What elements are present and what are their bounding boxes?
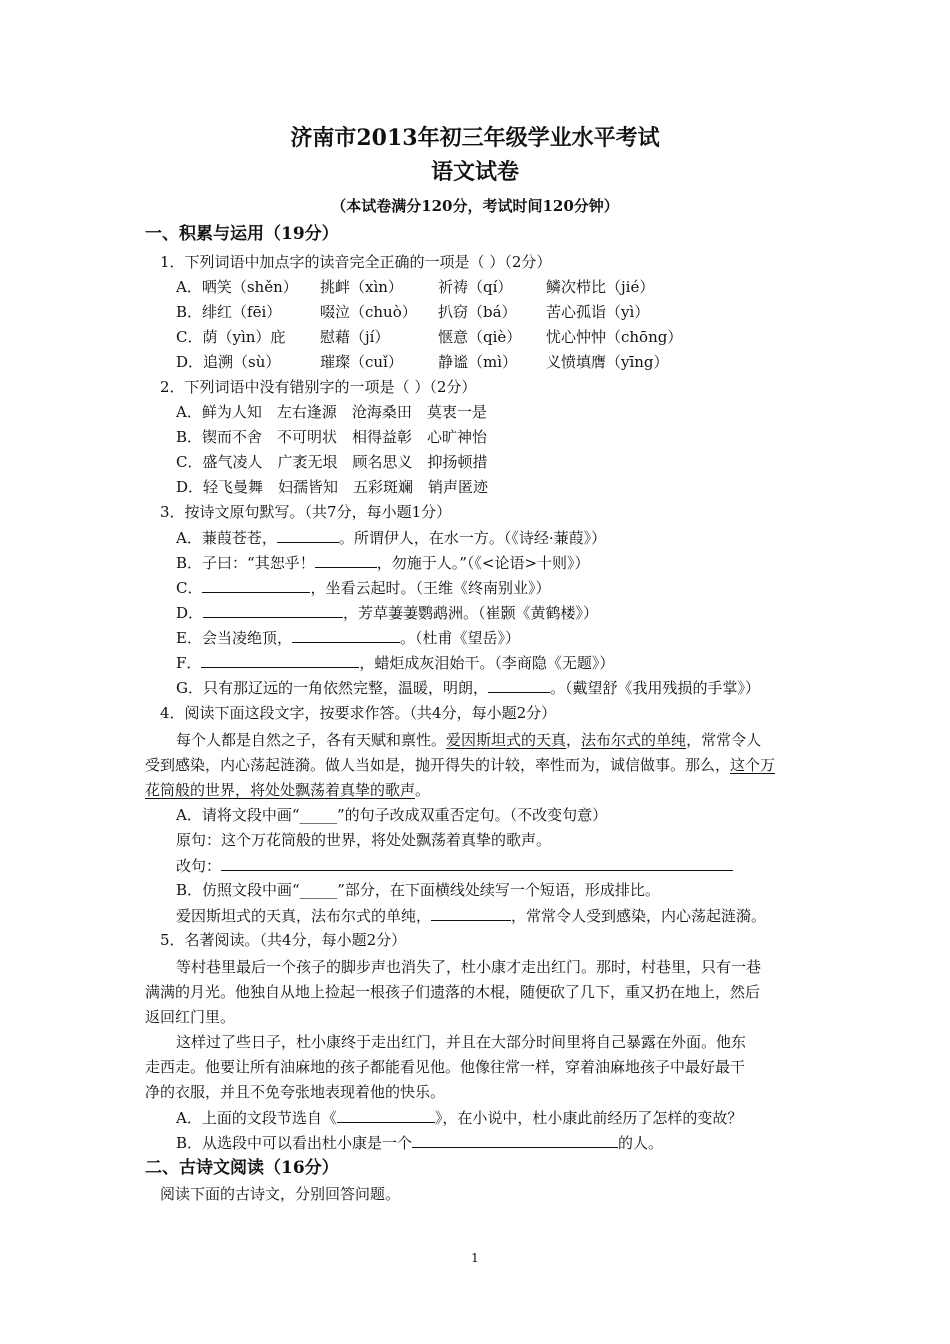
q5-stem: 5．名著阅读。（共4分，每小题2分） bbox=[160, 931, 407, 949]
q3-item-a bbox=[176, 527, 606, 548]
q4-a-revised bbox=[176, 855, 733, 876]
q1-a-word-2: 挑衅（xìn） bbox=[320, 278, 403, 296]
q3-g-suffix: 。（戴望舒《我用残损的手掌》） bbox=[550, 679, 761, 697]
q3-c-suffix: ，坐看云起时。（王维《终南别业》） bbox=[310, 579, 551, 597]
q4-a-original: 原句：这个万花筒般的世界，将处处飘荡着真挚的歌声。 bbox=[176, 831, 552, 849]
q1-a-word-4: 鳞次栉比（jié） bbox=[546, 278, 655, 296]
q4-stem: 4．阅读下面这段文字，按要求作答。（共4分，每小题2分） bbox=[160, 704, 557, 722]
q3-a-suffix: 。所谓伊人，在水一方。（《诗经·蒹葭》） bbox=[338, 529, 607, 547]
q4-a-answer-line[interactable] bbox=[221, 855, 733, 871]
q1-d-word-3: 静谧（mì） bbox=[438, 353, 518, 371]
q3-d-suffix: ，芳草萋萋鹦鹉洲。（崔颢《黄鹤楼》） bbox=[343, 604, 599, 622]
q1-b-word-4: 苦心孤诣（yì） bbox=[546, 303, 650, 321]
q4-underline-3b: 花筒般的世界，将处处飘荡着真挚的歌声 bbox=[145, 781, 416, 799]
q5-a-suffix: 》，在小说中，杜小康此前经历了怎样的变故？ bbox=[434, 1109, 743, 1127]
q1-b-word-3: 扒窃（bá） bbox=[438, 303, 517, 321]
q4-a-stem: A．请将文段中画“_____”的句子改成双重否定句。（不改变句意） bbox=[176, 806, 608, 824]
q3-b-blank[interactable] bbox=[315, 552, 377, 568]
q3-e-prefix: E．会当凌绝顶， bbox=[176, 629, 292, 647]
q2-option-d: D．轻飞曼舞 妇孺皆知 五彩斑斓 销声匿迹 bbox=[176, 478, 489, 496]
q4-passage-line-2 bbox=[145, 755, 775, 775]
q5-passage-line-1: 等村巷里最后一个孩子的脚步声也消失了，杜小康才走出红门。那时，村巷里，只有一巷 bbox=[176, 958, 762, 976]
q5-a-blank[interactable] bbox=[337, 1107, 435, 1123]
q1-c-word-1: C．荫（yìn）庇 bbox=[176, 328, 286, 346]
exam-title: 济南市2013年初三年级学业水平考试 bbox=[290, 125, 660, 151]
section-2-intro: 阅读下面的古诗文，分别回答问题。 bbox=[160, 1185, 401, 1203]
q4-underline-2: 法布尔式的单纯 bbox=[581, 731, 687, 749]
exam-subtitle: 语文试卷 bbox=[430, 159, 519, 185]
q3-item-c bbox=[176, 577, 551, 598]
q3-c-blank[interactable] bbox=[202, 577, 310, 593]
q3-item-f bbox=[176, 652, 614, 673]
q2-option-b: B．锲而不舍 不可明状 相得益彰 心旷神怡 bbox=[176, 428, 488, 446]
q4-b-suffix: ，常常令人受到感染，内心荡起涟漪。 bbox=[511, 907, 767, 925]
q5-b-blank[interactable] bbox=[412, 1132, 618, 1148]
q4-p1-comma: ， bbox=[566, 731, 582, 749]
q5-b-suffix: 的人。 bbox=[618, 1134, 664, 1152]
q4-b-answer bbox=[176, 905, 766, 926]
exam-note: （本试卷满分120分，考试时间120分钟） bbox=[331, 197, 619, 215]
q2-option-c: C．盛气凌人 广袤无垠 顾名思义 抑扬顿措 bbox=[176, 453, 488, 471]
page-number: 1 bbox=[471, 1251, 479, 1265]
q3-item-e bbox=[176, 627, 520, 648]
q4-p1-tail: ，常常令人 bbox=[686, 731, 762, 749]
q3-item-b bbox=[176, 552, 590, 573]
q1-option-c bbox=[176, 327, 876, 347]
q1-d-word-2: 璀璨（cuǐ） bbox=[320, 353, 403, 371]
section-1-heading: 一、积累与运用（19分） bbox=[145, 224, 339, 244]
q1-c-word-2: 慰藉（jí） bbox=[320, 328, 390, 346]
q4-b-prefix: 爱因斯坦式的天真，法布尔式的单纯， bbox=[176, 907, 432, 925]
q1-d-word-1: D．追溯（sù） bbox=[176, 353, 281, 371]
q3-e-blank[interactable] bbox=[292, 627, 400, 643]
q5-b bbox=[176, 1132, 663, 1153]
q5-a-prefix: A．上面的文段节选自《 bbox=[176, 1109, 337, 1127]
q1-option-a bbox=[176, 277, 876, 297]
q4-underline-1: 爱因斯坦式的天真 bbox=[446, 731, 567, 749]
q5-passage-line-4: 这样过了些日子，杜小康终于走出红门，并且在大部分时间里将自己暴露在外面。他东 bbox=[176, 1033, 747, 1051]
q1-b-word-2: 啜泣（chuò） bbox=[320, 303, 417, 321]
q4-p2-text: 受到感染，内心荡起涟漪。做人当如是，抛开得失的计较，率性而为，诚信做事。那么， bbox=[145, 756, 731, 774]
q1-a-word-3: 祈祷（qí） bbox=[438, 278, 513, 296]
q4-a-revised-label: 改句： bbox=[176, 857, 222, 875]
q4-p1-text: 每个人都是自然之子，各有天赋和禀性。 bbox=[176, 731, 447, 749]
section-2-heading: 二、古诗文阅读（16分） bbox=[145, 1158, 339, 1178]
q5-a bbox=[176, 1107, 742, 1128]
q3-item-d bbox=[176, 602, 598, 623]
q5-passage-line-5: 走西走。他要让所有油麻地的孩子都能看见他。他像往常一样，穿着油麻地孩子中最好最干 bbox=[145, 1058, 746, 1076]
q3-b-suffix: ，勿施于人。”（《<论语>十则》） bbox=[376, 554, 590, 572]
q1-d-word-4: 义愤填膺（yīng） bbox=[546, 353, 669, 371]
q1-b-word-1: B．绯红（fēi） bbox=[176, 303, 282, 321]
q3-c-prefix: C． bbox=[176, 579, 203, 597]
q5-passage-line-6: 净的衣服，并且不免夸张地表现着他的快乐。 bbox=[145, 1083, 446, 1101]
q4-p3-tail: 。 bbox=[415, 781, 431, 799]
q3-g-blank[interactable] bbox=[488, 677, 550, 693]
q3-b-prefix: B．子曰：“其恕乎！ bbox=[176, 554, 315, 572]
q3-a-blank[interactable] bbox=[277, 527, 339, 543]
q1-c-word-3: 惬意（qiè） bbox=[438, 328, 522, 346]
q3-a-prefix: A．蒹葭苍苍， bbox=[176, 529, 277, 547]
q4-b-blank[interactable] bbox=[431, 905, 511, 921]
q3-f-blank[interactable] bbox=[201, 652, 359, 668]
q2-option-a: A．鲜为人知 左右逢源 沧海桑田 莫衷一是 bbox=[176, 403, 487, 421]
q2-stem: 2．下列词语中没有错别字的一项是（ ）（2分） bbox=[160, 378, 477, 396]
q1-option-d bbox=[176, 352, 876, 372]
q3-stem: 3．按诗文原句默写。（共7分，每小题1分） bbox=[160, 503, 452, 521]
q4-underline-3a: 这个万 bbox=[730, 756, 776, 774]
q4-passage-line-1 bbox=[176, 730, 761, 750]
q4-passage-line-3 bbox=[145, 780, 430, 800]
q4-b-stem: B．仿照文段中画“_____”部分，在下面横线处续写一个短语，形成排比。 bbox=[176, 881, 660, 899]
q3-item-g bbox=[176, 677, 760, 698]
q5-b-prefix: B．从选段中可以看出杜小康是一个 bbox=[176, 1134, 413, 1152]
q3-f-prefix: F． bbox=[176, 654, 202, 672]
q3-d-blank[interactable] bbox=[203, 602, 343, 618]
q3-g-prefix: G．只有那辽远的一角依然完整，温暖，明朗， bbox=[176, 679, 488, 697]
q3-f-suffix: ，蜡炬成灰泪始干。（李商隐《无题》） bbox=[359, 654, 615, 672]
q5-passage-line-3: 返回红门里。 bbox=[145, 1008, 236, 1026]
q1-a-word-1: A．哂笑（shěn） bbox=[176, 278, 298, 296]
q3-e-suffix: 。（杜甫《望岳》） bbox=[399, 629, 520, 647]
q1-option-b bbox=[176, 302, 876, 322]
q1-c-word-4: 忧心忡忡（chōng） bbox=[546, 328, 683, 346]
q5-passage-line-2: 满满的月光。他独自从地上捡起一根孩子们遗落的木棍，随便砍了几下，重又扔在地上，然后 bbox=[145, 983, 761, 1001]
q3-d-prefix: D． bbox=[176, 604, 204, 622]
q1-stem: 1．下列词语中加点字的读音完全正确的一项是（ ）（2分） bbox=[160, 253, 552, 271]
